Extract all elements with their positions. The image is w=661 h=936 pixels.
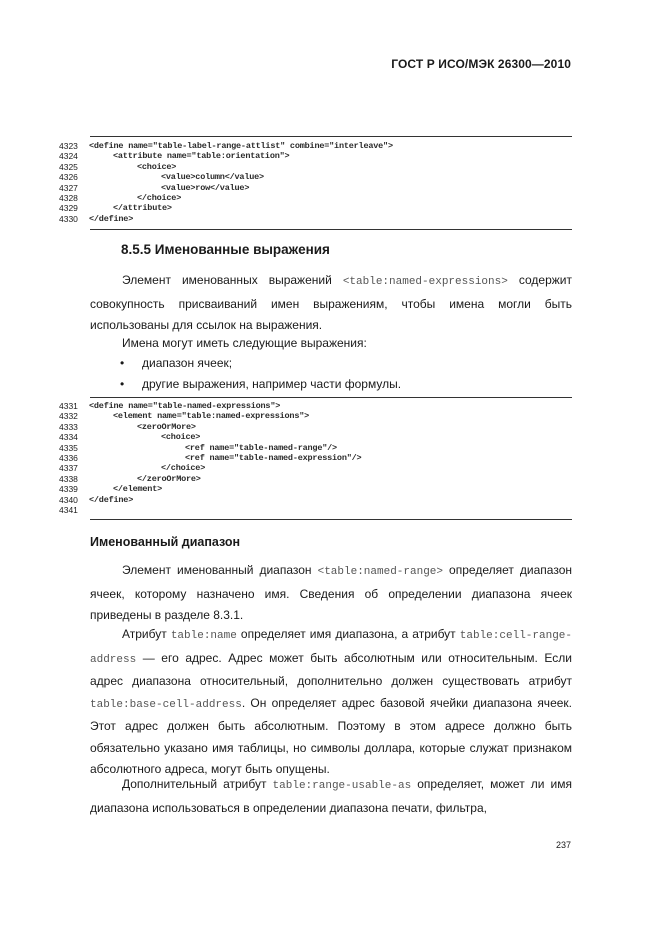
code-text: <value>column</value> [161, 172, 264, 183]
code-rule-bottom [90, 229, 572, 230]
intro-text: Элемент именованных выражений [122, 273, 343, 287]
line-number: 4329 [59, 203, 78, 214]
body-text: Элемент именованный диапазон [122, 563, 318, 577]
bullet-item [120, 356, 232, 370]
code-text: <value>row</value> [161, 182, 250, 193]
body-code: table:range-usable-as [272, 780, 412, 792]
intro-code: <table:named-expressions> [342, 276, 508, 288]
line-number: 4324 [59, 151, 78, 162]
line-number: 4341 [59, 504, 78, 515]
section-title: 8.5.5 Именованные выражения [121, 242, 330, 257]
body-text: . Он определяет адрес базовой ячейки диапазона ячеек. Этот адрес должен быть абсолютным. Поэтому в этом адресе должно быть обязательно указано имя таблицы, но символы доллара, которые служат признаком абсолютного адреса, могут быть опущены. [90, 695, 572, 776]
body-text: — его адрес. Адрес может быть абсолютным или относительным. Если адрес диапазона относительный, дополнительно должен существовать атрибут [90, 650, 572, 688]
code-text: <ref name="table-named-expression"/> [185, 452, 362, 463]
line-number: 4327 [59, 182, 78, 193]
body-code: <table:named-range> [317, 566, 444, 578]
code-text: <define name="table-named-expressions"> [89, 401, 281, 411]
line-number: 4332 [59, 411, 78, 422]
line-number: 4325 [59, 161, 78, 172]
code-text: </zeroOrMore> [137, 473, 201, 484]
line-number: 4333 [59, 421, 78, 432]
body-paragraph-1 [90, 560, 572, 627]
line-number: 4328 [59, 192, 78, 203]
line-number: 4326 [59, 172, 78, 183]
code-text: </define> [89, 213, 134, 224]
line-number: 4334 [59, 432, 78, 443]
code-text: <choice> [137, 161, 177, 172]
body-code: table:base-cell-address [90, 698, 242, 711]
body-text: определяет, может ли имя диапазона использоваться в определении диапазона печати, фильтра, [90, 777, 572, 815]
body-paragraph-3 [90, 774, 572, 819]
body-text: Дополнительный атрибут [122, 777, 273, 791]
page-number: 237 [555, 840, 571, 850]
code-text: <choice> [161, 432, 201, 443]
code-text: </define> [89, 494, 134, 505]
document-header: ГОСТ Р ИСО/МЭК 26300—2010 [391, 57, 571, 71]
bullet-symbol: • [120, 356, 125, 370]
body-text: определяет имя диапазона, а атрибут [236, 627, 460, 641]
body-text: Атрибут [122, 627, 171, 641]
code-text: <attribute name="table:orientation"> [113, 151, 290, 162]
bullet-symbol: • [120, 377, 125, 391]
code-text: </choice> [137, 192, 182, 203]
line-number: 4335 [59, 442, 78, 453]
code-rule-top [90, 136, 572, 137]
intro-paragraph [90, 270, 572, 337]
bullet-item [120, 377, 401, 391]
code-text: </attribute> [113, 203, 172, 214]
body-code: table:cell-range-address [90, 630, 572, 666]
body-paragraph-2 [90, 624, 572, 781]
code-text: </element> [113, 484, 163, 495]
body-code: table:name [170, 630, 237, 642]
code-text: <define name="table-label-range-attlist" combine="interleave"> [89, 141, 393, 151]
line-number: 4331 [59, 401, 78, 411]
line-number: 4340 [59, 494, 78, 505]
bullet-text: другие выражения, например части формулы. [142, 377, 402, 391]
intro-paragraph-2: Имена могут иметь следующие выражения: [122, 336, 367, 350]
bullet-text: диапазон ячеек; [142, 356, 233, 370]
code-rule-bottom [90, 519, 572, 520]
line-number: 4338 [59, 473, 78, 484]
line-number: 4330 [59, 213, 78, 224]
body-text-cont: определяет диапазон ячеек, которому назначено имя. Сведения об определении диапазона ячеек приведены в разделе 8.3.1. [90, 563, 572, 622]
line-number: 4323 [59, 141, 78, 151]
subsection-title: Именованный диапазон [90, 535, 241, 549]
line-number: 4337 [59, 463, 78, 474]
code-text: <zeroOrMore> [137, 421, 196, 432]
line-number: 4336 [59, 452, 78, 463]
code-rule-top [90, 397, 572, 398]
code-text: <element name="table:named-expressions"> [113, 411, 310, 422]
intro-text-cont: содержит совокупность присваиваний имен выражениям, чтобы имена могли быть использованы для ссылок на выражения. [90, 273, 572, 332]
code-text: <ref name="table-named-range"/> [185, 442, 337, 453]
code-text: </choice> [161, 463, 206, 474]
line-number: 4339 [59, 484, 78, 495]
